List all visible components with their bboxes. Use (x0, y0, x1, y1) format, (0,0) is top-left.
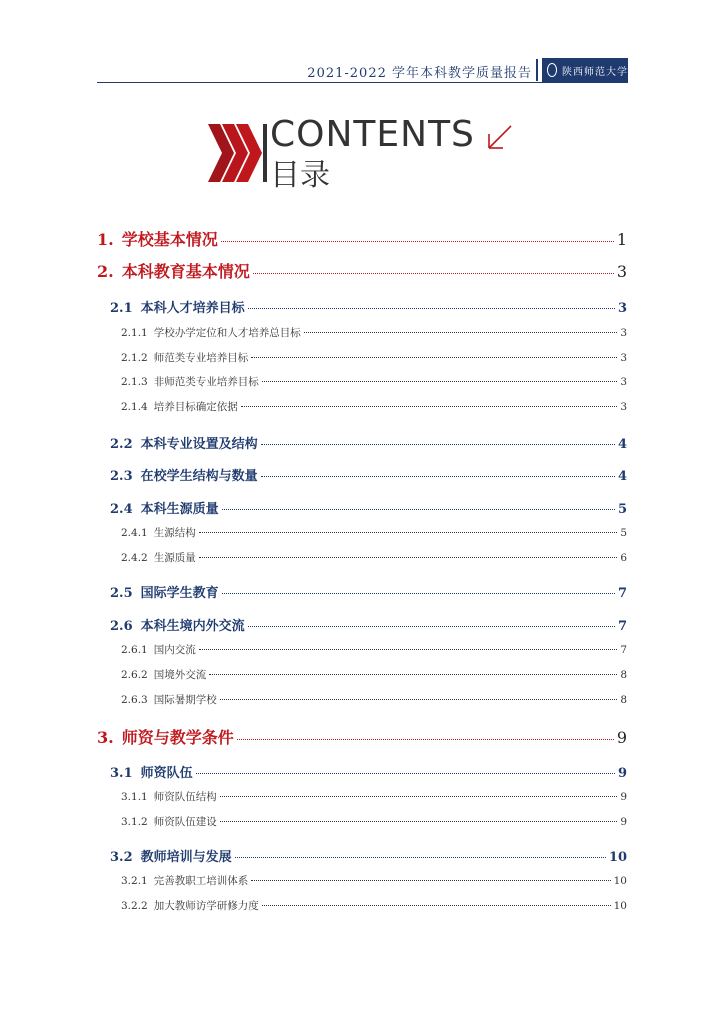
toc-entry-title: 教师培训与发展 (140, 850, 232, 865)
toc-page-number: 8 (620, 669, 627, 681)
toc-dot-leader (262, 905, 611, 906)
toc-entry-title: 在校学生结构与数量 (140, 469, 258, 484)
toc-entry-title: 师资与教学条件 (121, 728, 234, 747)
toc-page-number: 6 (620, 552, 627, 564)
toc-entry-number: 2.3 (110, 469, 133, 484)
contents-cn-heading: 目录 (270, 158, 330, 193)
toc-page-number: 3 (620, 401, 627, 413)
toc-page-number: 5 (617, 502, 627, 517)
toc-page-number: 10 (608, 850, 627, 865)
toc-entry-number: 2.4.1 (121, 527, 148, 539)
toc-entry-title: 本科生源质量 (140, 502, 219, 517)
university-emblem-icon (547, 63, 557, 77)
toc-entry-level2[interactable] (97, 582, 627, 601)
contents-heading: CONTENTS (270, 114, 475, 155)
toc-dot-leader (248, 308, 615, 309)
toc-page-number: 10 (613, 875, 627, 887)
toc-entry-number: 2.1.3 (121, 376, 148, 388)
toc-entry-number: 2.1.1 (121, 327, 148, 339)
university-logo (542, 58, 628, 82)
toc-entry-title: 非师范类专业培养目标 (153, 376, 259, 388)
toc-entry-level2[interactable] (97, 762, 627, 781)
toc-entry-number: 2. (97, 262, 114, 281)
toc-dot-leader (262, 381, 618, 382)
toc-page-number: 9 (616, 728, 627, 747)
toc-entry-number: 3.1.1 (121, 791, 148, 803)
toc-entry-title: 本科人才培养目标 (140, 301, 245, 316)
toc-entry-level3[interactable] (97, 642, 627, 657)
toc-dot-leader (261, 444, 615, 445)
toc-dot-leader (251, 357, 617, 358)
toc-page-number: 5 (620, 527, 627, 539)
toc-entry-title: 国境外交流 (153, 669, 207, 681)
toc-entry-number: 2.6.3 (121, 694, 148, 706)
toc-entry-number: 3.1 (110, 766, 133, 781)
toc-entry-number: 3.2.1 (121, 875, 148, 887)
toc-entry-level2[interactable] (97, 433, 627, 452)
toc-entry-title: 学校基本情况 (121, 230, 218, 249)
toc-entry-level2[interactable] (97, 297, 627, 316)
toc-entry-level2[interactable] (97, 615, 627, 634)
toc-entry-number: 3.2 (110, 850, 133, 865)
toc-entry-number: 2.6 (110, 619, 133, 634)
toc-dot-leader (304, 332, 618, 333)
toc-entry-number: 2.4.2 (121, 552, 148, 564)
toc-page-number: 7 (620, 644, 627, 656)
toc-entry-title: 培养目标确定依据 (153, 401, 238, 413)
toc-entry-number: 2.6.1 (121, 644, 148, 656)
toc-page-number: 3 (620, 327, 627, 339)
toc-entry-title: 本科专业设置及结构 (140, 437, 258, 452)
toc-entry-level2[interactable] (97, 846, 627, 865)
toc-entry-level3[interactable] (97, 789, 627, 804)
toc-entry-number: 2.5 (110, 586, 133, 601)
toc-page-number: 4 (617, 437, 627, 452)
toc-entry-level1[interactable] (97, 227, 627, 250)
toc-entry-level2[interactable] (97, 498, 627, 517)
toc-entry-number: 2.4 (110, 502, 133, 517)
toc-page-number: 10 (613, 900, 627, 912)
toc-entry-title: 生源结构 (153, 527, 196, 539)
university-logo-text: 陕西师范大学 (562, 66, 628, 78)
toc-page-number: 9 (620, 816, 627, 828)
toc-page-number: 1 (616, 230, 627, 249)
toc-page-number: 3 (616, 262, 627, 281)
toc-dot-leader (248, 626, 615, 627)
toc-page-number: 9 (617, 766, 627, 781)
toc-entry-title: 国际暑期学校 (153, 694, 217, 706)
toc-entry-level3[interactable] (97, 873, 627, 888)
toc-page-number: 3 (620, 376, 627, 388)
toc-entry-level3[interactable] (97, 550, 627, 565)
toc-entry-number: 3. (97, 728, 114, 747)
toc-entry-number: 2.2 (110, 437, 133, 452)
toc-page-number: 8 (620, 694, 627, 706)
toc-entry-title: 师资队伍建设 (153, 816, 217, 828)
toc-entry-title: 师资队伍结构 (153, 791, 217, 803)
toc-entry-title: 本科生境内外交流 (140, 619, 245, 634)
toc-dot-leader (209, 674, 617, 675)
toc-entry-level3[interactable] (97, 814, 627, 829)
toc-page-number: 7 (617, 586, 627, 601)
toc-entry-level3[interactable] (97, 350, 627, 365)
header-separator (536, 59, 538, 81)
toc-dot-leader (237, 739, 614, 740)
toc-page-number: 3 (620, 352, 627, 364)
toc-entry-title: 国内交流 (153, 644, 196, 656)
toc-dot-leader (199, 532, 618, 533)
toc-dot-leader (222, 509, 615, 510)
toc-entry-title: 完善教职工培训体系 (153, 875, 249, 887)
toc-entry-level3[interactable] (97, 325, 627, 340)
toc-dot-leader (199, 557, 618, 558)
toc-dot-leader (241, 406, 618, 407)
diagonal-arrow-icon (485, 122, 515, 152)
toc-page-number: 3 (617, 301, 627, 316)
toc-entry-title: 本科教育基本情况 (121, 262, 250, 281)
banner-divider (263, 124, 267, 182)
toc-dot-leader (235, 857, 606, 858)
header-rule (97, 82, 628, 83)
toc-entry-title: 加大教师访学研修力度 (153, 900, 259, 912)
toc-entry-title: 师资队伍 (140, 766, 193, 781)
toc-entry-number: 2.1.2 (121, 352, 148, 364)
report-header-title: 2021-2022 学年本科教学质量报告 (307, 66, 532, 81)
toc-dot-leader (221, 241, 614, 242)
toc-dot-leader (220, 821, 618, 822)
toc-entry-title: 生源质量 (153, 552, 196, 564)
toc-entry-number: 3.1.2 (121, 816, 148, 828)
toc-page-number: 4 (617, 469, 627, 484)
toc-entry-level3[interactable] (97, 692, 627, 707)
toc-entry-title: 师范类专业培养目标 (153, 352, 249, 364)
toc-entry-title: 学校办学定位和人才培养总目标 (153, 327, 301, 339)
toc-entry-number: 2.1 (110, 301, 133, 316)
toc-page-number: 7 (617, 619, 627, 634)
toc-entry-number: 2.6.2 (121, 669, 148, 681)
toc-dot-leader (253, 273, 614, 274)
toc-entry-level3[interactable] (97, 525, 627, 540)
red-chevrons-icon (208, 124, 262, 182)
toc-entry-level2[interactable] (97, 465, 627, 484)
toc-entry-level1[interactable] (97, 259, 627, 282)
toc-dot-leader (199, 649, 618, 650)
toc-entry-level3[interactable] (97, 898, 627, 913)
toc-dot-leader (196, 773, 615, 774)
toc-dot-leader (251, 880, 610, 881)
toc-dot-leader (220, 796, 618, 797)
toc-entry-level3[interactable] (97, 399, 627, 414)
toc-dot-leader (261, 476, 615, 477)
toc-entry-level1[interactable] (97, 725, 627, 748)
toc-entry-level3[interactable] (97, 374, 627, 389)
toc-entry-number: 1. (97, 230, 114, 249)
toc-entry-number: 2.1.4 (121, 401, 148, 413)
toc-entry-number: 3.2.2 (121, 900, 148, 912)
toc-page-number: 9 (620, 791, 627, 803)
toc-entry-level3[interactable] (97, 667, 627, 682)
toc-dot-leader (222, 593, 615, 594)
toc-entry-title: 国际学生教育 (140, 586, 219, 601)
toc-dot-leader (220, 699, 618, 700)
